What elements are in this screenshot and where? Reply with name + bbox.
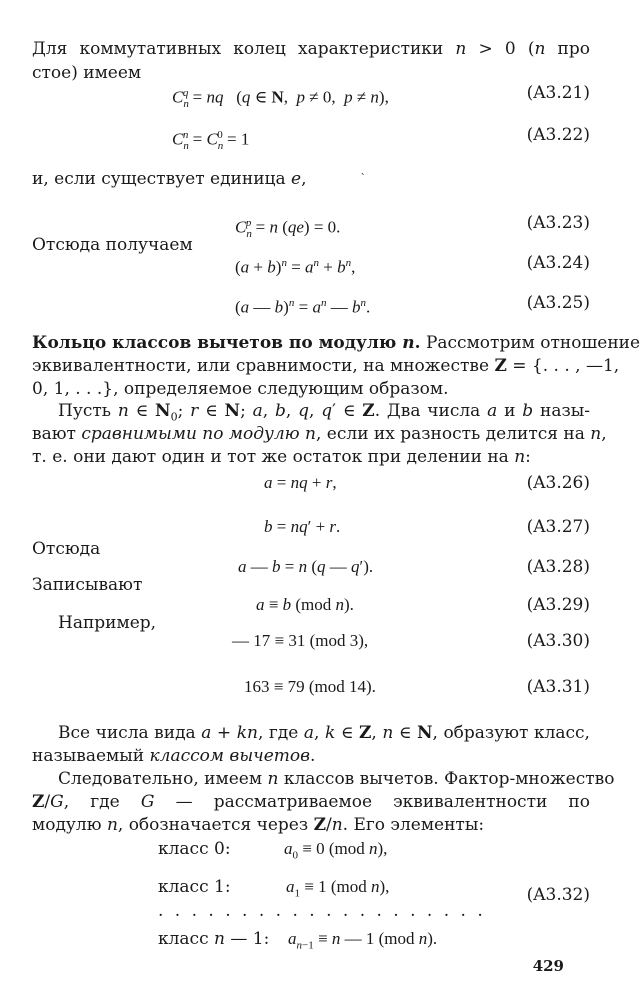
equation-label: (A3.32) (526, 885, 590, 905)
equation-label: (A3.31) (526, 677, 590, 697)
paragraph-3-line-2: называемый классом вычетов. (32, 746, 316, 766)
class-1-label: класс 1: (158, 877, 231, 897)
section-line-2: эквивалентности, или сравнимости, на множестве Z = {. . . , —1, (32, 356, 620, 376)
paragraph-4-line-1: Следовательно, имеем n классов вычетов. Фактор-множество (58, 769, 615, 789)
paragraph-2-line-2: вают сравнимыми по модулю n, если их разность делится на n, (32, 424, 607, 444)
equation-label: (A3.30) (526, 631, 590, 651)
equation-a3-29: a ≡ b (mod n). (256, 595, 354, 614)
equation-label: (A3.22) (526, 125, 590, 145)
section-line-1: Кольцо классов вычетов по модулю n. Рассмотрим отношение (32, 333, 640, 353)
class-n-1-label: класс n — 1: (158, 929, 270, 949)
equation-a3-24: $(a + b)^n = a^n + b^n$, (235, 257, 356, 277)
equation-a3-23: $C_n^p = n$ (qe) = 0. (235, 217, 341, 241)
equation-label: (A3.26) (526, 473, 590, 493)
equation-label: (A3.25) (526, 293, 590, 313)
hence-1: Отсюда получаем (32, 235, 193, 255)
equation-label: (A3.21) (526, 83, 590, 103)
equation-a3-25: (a — $b)^n = a^n$ — $b^n$. (235, 297, 371, 317)
page-number: 429 (532, 957, 564, 975)
class-0-label: класс 0: (158, 839, 231, 859)
hence-2: Отсюда (32, 539, 101, 559)
equation-label: (A3.23) (526, 213, 590, 233)
equation-a3-31: 163 ≡ 79 (mod 14). (244, 677, 376, 696)
intro-line-2: стое) имеем (32, 63, 142, 83)
unit-line: и, если существует единица e, ` (32, 169, 367, 189)
section-line-3: 0, 1, . . .}, определяемое следующим образом. (32, 379, 449, 399)
paragraph-2-line-3: т. е. они дают один и тот же остаток при делении на n: (32, 447, 531, 467)
class-0-expr: $a_0 \equiv 0$ (mod n), (284, 839, 388, 862)
class-1-expr: $a_1 \equiv 1$ (mod n), (286, 877, 390, 900)
intro-line-1: Для коммутативных колец характеристики n > 0 (n про (32, 39, 591, 59)
equation-a3-27: b = nq′ + r. (264, 517, 341, 536)
equation-label: (A3.29) (526, 595, 590, 615)
equation-a3-21: $C_n^q$ = nq (q ∈ N, p ≠ 0, p ≠ n), (172, 87, 389, 111)
equation-a3-28: a — b = n (q — q′). (238, 557, 374, 576)
write-label: Записывают (32, 575, 143, 595)
paragraph-2-line-1: Пусть n ∈ $N_0$; r ∈ N; a, b, q, q′ ∈ Z. Два числа a и b назы- (58, 401, 590, 424)
example-label: Например, (58, 613, 157, 633)
paragraph-4-line-2: Z/G, где G — рассматриваемое эквивалентности по (32, 792, 590, 812)
equation-label: (A3.28) (526, 557, 590, 577)
equation-label: (A3.24) (526, 253, 590, 273)
equation-a3-22: $C_n^n = C_n^0 = 1$ (172, 129, 250, 153)
equation-a3-26: a = nq + r, (264, 473, 337, 492)
class-n-1-expr: $a_{n-1} \equiv n$ — 1 (mod n). (288, 929, 438, 952)
paragraph-3-line-1: Все числа вида a + kn, где a, k ∈ Z, n ∈ N, образуют класс, (58, 723, 590, 743)
class-ellipsis-row: . . . . . . . . . . . . . . . . . . . . (158, 901, 486, 921)
equation-a3-30: — 17 ≡ 31 (mod 3), (232, 631, 369, 650)
paragraph-4-line-3: модулю n, обозначается через Z/n. Его элементы: (32, 815, 485, 835)
equation-label: (A3.27) (526, 517, 590, 537)
